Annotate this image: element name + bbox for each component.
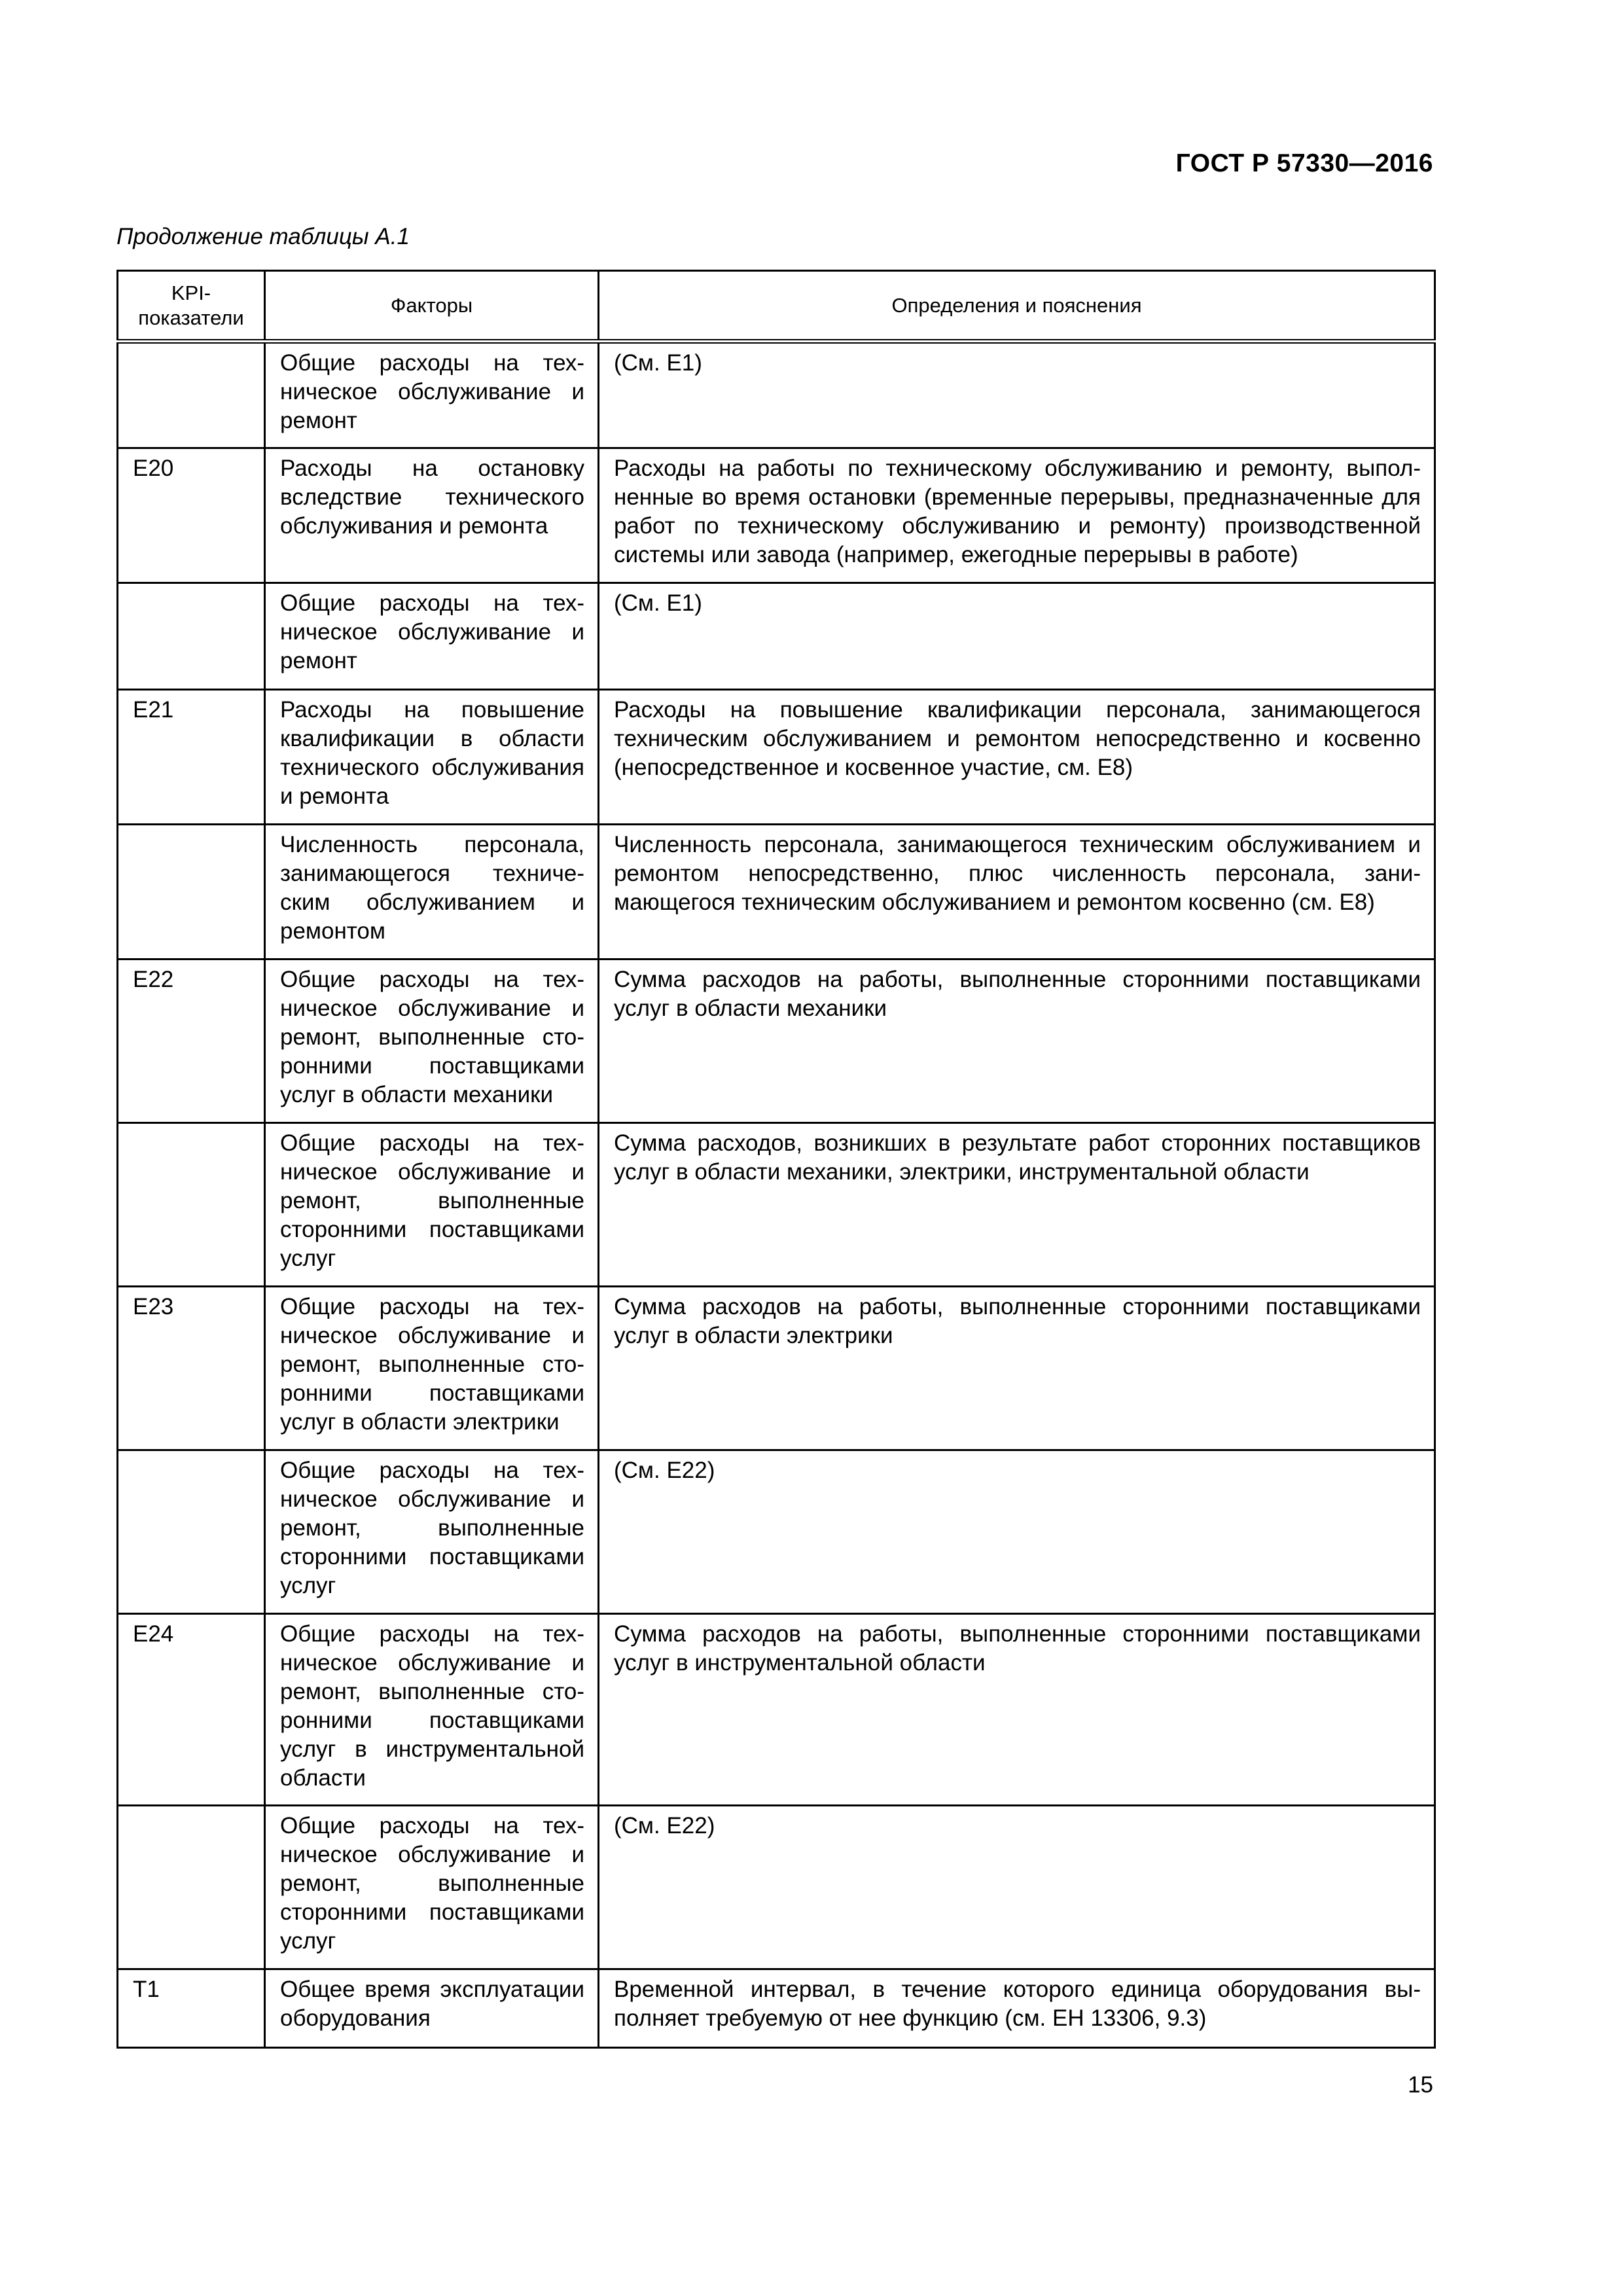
- table-row: [118, 583, 1435, 690]
- factor-cell: Общие расходы на техническое обслуживание и ремонт: [265, 583, 599, 690]
- kpi-code-cell: Е22: [118, 960, 265, 1123]
- factor-cell: Общие расходы на техническое обслуживание и ремонт, выполненные сторонними поставщиками услуг в области электрики: [265, 1287, 599, 1450]
- table-row: [118, 1287, 1435, 1450]
- definition-cell: Сумма расходов на работы, выполненные сторонними поставщиками услуг в области электрики: [599, 1287, 1435, 1450]
- kpi-table: [116, 270, 1436, 2049]
- table-row: [118, 1806, 1435, 1969]
- kpi-code-cell: Е20: [118, 448, 265, 583]
- definition-cell: (См. Е1): [599, 583, 1435, 690]
- definition-cell: Расходы на повышение квалификации персонала, занимающегося техническим обслуживанием и ремонтом непосредственно и косвенно (непосредственное и косвенное участие, см. Е8): [599, 690, 1435, 825]
- definition-cell: (См. Е22): [599, 1450, 1435, 1614]
- column-header-kpi: KPI-показатели: [118, 271, 265, 342]
- factor-cell: Расходы на повышение квалификации в области технического обслуживания и ремонта: [265, 690, 599, 825]
- factor-cell: Общие расходы на техническое обслуживание и ремонт, выполненные сторонними поставщиками услуг в инструментальной области: [265, 1614, 599, 1806]
- kpi-code-cell: Е23: [118, 1287, 265, 1450]
- definition-cell: Временной интервал, в течение которого единица оборудования выполняет требуемую от нее функцию (см. ЕН 13306, 9.3): [599, 1969, 1435, 2048]
- kpi-code-cell: [118, 1123, 265, 1287]
- factor-cell: Общие расходы на техническое обслуживание и ремонт, выполненные сторонними поставщиками услуг: [265, 1806, 599, 1969]
- definition-cell: (См. Е1): [599, 342, 1435, 448]
- table-row: [118, 1969, 1435, 2048]
- document-code: ГОСТ Р 57330—2016: [1175, 149, 1433, 177]
- table-row: [118, 448, 1435, 583]
- table-row: [118, 342, 1435, 448]
- kpi-code-cell: [118, 1806, 265, 1969]
- factor-cell: Общие расходы на техническое обслуживание и ремонт, выполненные сторонними поставщиками услуг в области механики: [265, 960, 599, 1123]
- table-row: [118, 1123, 1435, 1287]
- kpi-code-cell: Е24: [118, 1614, 265, 1806]
- table-header-row: [118, 271, 1435, 342]
- table-row: [118, 1614, 1435, 1806]
- kpi-code-cell: Т1: [118, 1969, 265, 2048]
- kpi-code-cell: Е21: [118, 690, 265, 825]
- definition-cell: (См. Е22): [599, 1806, 1435, 1969]
- kpi-code-cell: [118, 583, 265, 690]
- definition-cell: Численность персонала, занимающегося техническим обслуживанием и ремонтом непосредственно, плюс численность персонала, занимающегося техническим обслуживанием и ремонтом косвенно (см. Е8): [599, 825, 1435, 960]
- column-header-definitions: Определения и пояснения: [599, 271, 1435, 342]
- table-row: [118, 960, 1435, 1123]
- factor-cell: Численность персонала, занимающегося техническим обслуживанием и ремонтом: [265, 825, 599, 960]
- factor-cell: Общее время эксплуатации оборудования: [265, 1969, 599, 2048]
- factor-cell: Общие расходы на техническое обслуживание и ремонт, выполненные сторонними поставщиками услуг: [265, 1123, 599, 1287]
- definition-cell: Расходы на работы по техническому обслуживанию и ремонту, выполненные во время остановки (временные перерывы, предназначенные для работ по техническому обслуживанию и ремонту) производственной системы или завода (например, ежегодные перерывы в работе): [599, 448, 1435, 583]
- kpi-code-cell: [118, 1450, 265, 1614]
- factor-cell: Расходы на остановку вследствие технического обслуживания и ремонта: [265, 448, 599, 583]
- factor-cell: Общие расходы на техническое обслуживание и ремонт, выполненные сторонними поставщиками услуг: [265, 1450, 599, 1614]
- definition-cell: Сумма расходов на работы, выполненные сторонними поставщиками услуг в инструментальной области: [599, 1614, 1435, 1806]
- table-row: [118, 825, 1435, 960]
- kpi-code-cell: [118, 825, 265, 960]
- definition-cell: Сумма расходов на работы, выполненные сторонними поставщиками услуг в области механики: [599, 960, 1435, 1123]
- factor-cell: Общие расходы на техническое обслуживание и ремонт: [265, 342, 599, 448]
- page-number: 15: [1408, 2072, 1433, 2098]
- table-row: [118, 690, 1435, 825]
- kpi-code-cell: [118, 342, 265, 448]
- table-caption: Продолжение таблицы А.1: [116, 224, 410, 249]
- definition-cell: Сумма расходов, возникших в результате работ сторонних поставщиков услуг в области механики, электрики, инструментальной области: [599, 1123, 1435, 1287]
- column-header-factors: Факторы: [265, 271, 599, 342]
- table-row: [118, 1450, 1435, 1614]
